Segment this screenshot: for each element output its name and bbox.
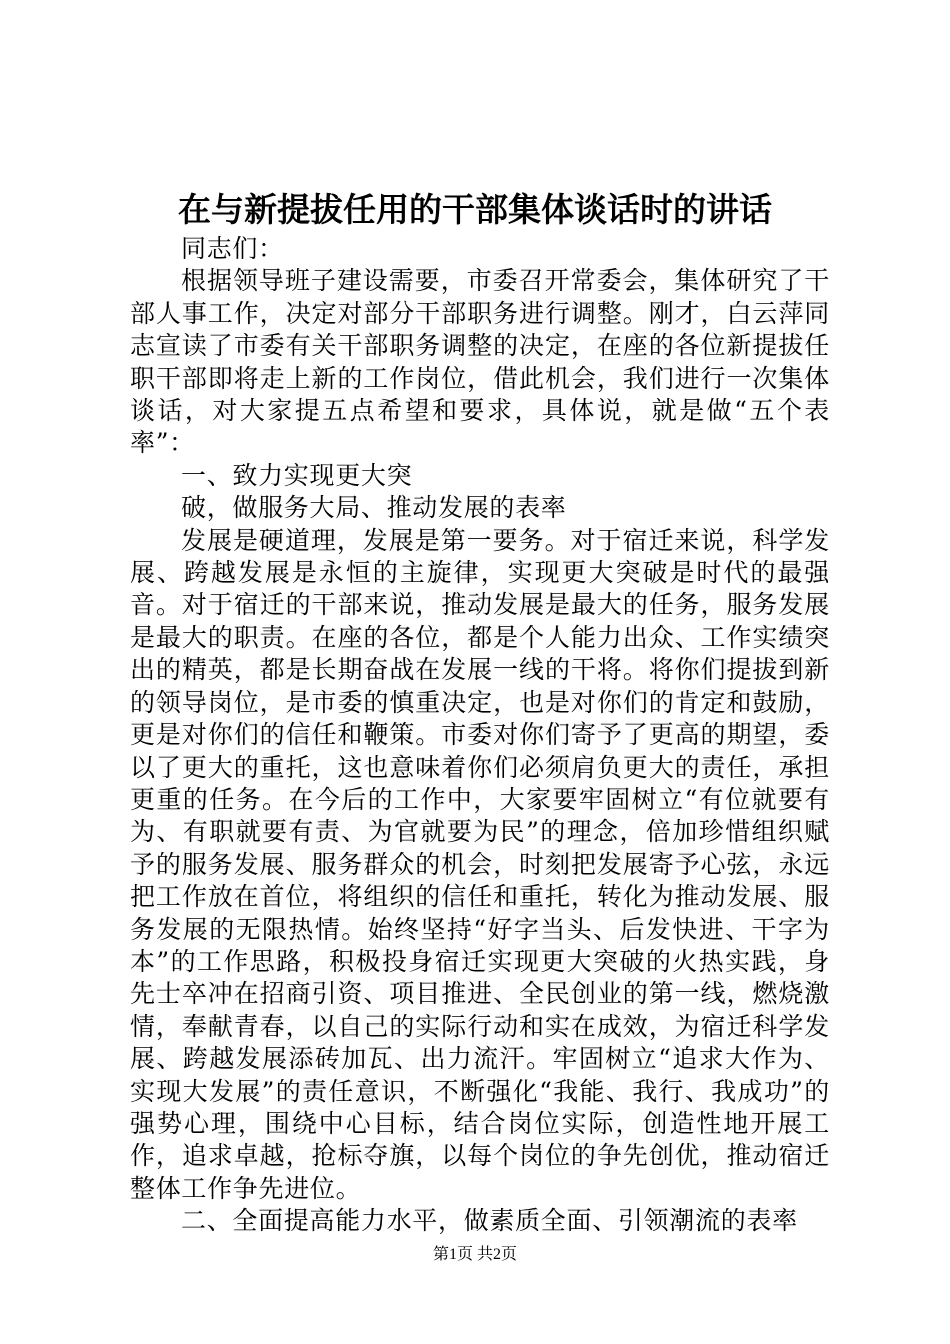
section-1-paragraph: 发展是硬道理，发展是第一要务。对于宿迁来说，科学发展、跨越发展是永恒的主旋律，实现更大突破是时代的最强音。对于宿迁的干部来说，推动发展是最大的任务，服务发展是最大的职责。在座的各位，都是个人能力出众、工作实绩突出的精英，都是长期奋战在发展一线的干将。将你们提拔到新的领导岗位，是市委的慎重决定，也是对你们的肯定和鼓励，更是对你们的信任和鞭策。市委对你们寄予了更高的期望，委以了更大的重托，这也意味着你们必须肩负更大的责任，承担更重的任务。在今后的工作中，大家要牢固树立“有位就要有为、有职就要有责、为官就要为民”的理念，倍加珍惜组织赋予的服务发展、服务群众的机会，时刻把发展寄予心弦，永远把工作放在首位，将组织的信任和重托，转化为推动发展、服务发展的无限热情。始终坚持“好字当头、后发快进、干字为本”的工作思路，积极投身宿迁实现更大突破的火热实践，身先士卒冲在招商引资、项目推进、全民创业的第一线，燃烧激情，奉献青春，以自己的实际行动和实在成效，为宿迁科学发展、跨越发展添砖加瓦、出力流汗。牢固树立“追求大作为、实现大发展”的责任意识，不断强化“我能、我行、我成功”的强势心理，围绕中心目标，结合岗位实际，创造性地开展工作，追求卓越，抢标夺旗，以每个岗位的争先创优，推动宿迁整体工作争先进位。	[130, 525, 830, 1203]
section-heading-1b: 破，做服务大局、推动发展的表率	[181, 493, 567, 523]
section-heading-2: 二、全面提高能力水平，做素质全面、引领潮流的表率	[181, 1206, 798, 1236]
section-heading-1a: 一、致力实现更大突	[181, 460, 413, 490]
page-footer: 第1页 共2页	[432, 1246, 517, 1263]
document-body	[130, 233, 830, 1238]
intro-paragraph: 根据领导班子建设需要，市委召开常委会，集体研究了干部人事工作，决定对部分干部职务进行调整。刚才，白云萍同志宣读了市委有关干部职务调整的决定，在座的各位新提拔任职干部即将走上新的工作岗位，借此机会，我们进行一次集体谈话，对大家提五点希望和要求，具体说，就是做“五个表率”：	[130, 266, 830, 458]
document-title: 在与新提拔任用的干部集体谈话时的讲话	[178, 190, 772, 229]
salutation: 同志们：	[181, 234, 284, 263]
